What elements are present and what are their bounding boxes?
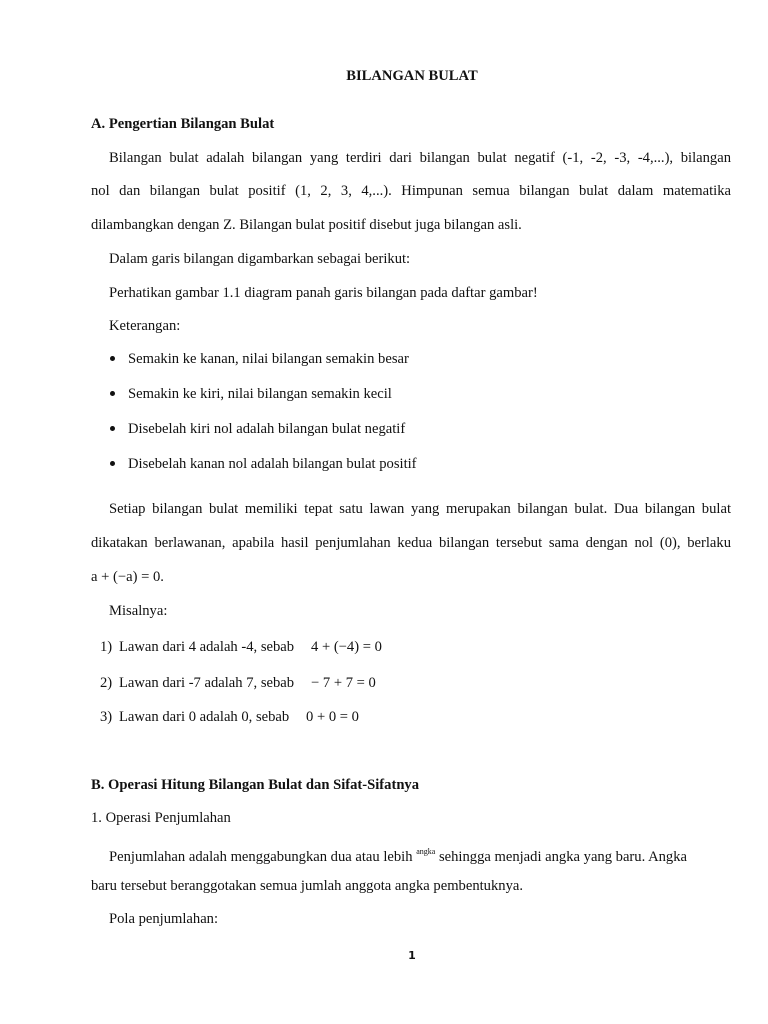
example-text: Lawan dari -7 adalah 7, sebab <box>119 675 295 691</box>
example-math: 4 + (−4) = 0 <box>311 639 382 655</box>
section-b-heading: B. Operasi Hitung Bilangan Bulat dan Sifat-Sifatnya <box>91 777 420 793</box>
example-number: 1) <box>100 639 113 655</box>
bullet-icon <box>110 356 115 361</box>
bullet-item: Disebelah kanan nol adalah bilangan bulat positif <box>128 456 417 472</box>
section-b-para1-line2: baru tersebut beranggotakan semua jumlah anggota angka pembentuknya. <box>91 878 523 894</box>
para1-line2: nol dan bilangan bulat positif (1, 2, 3, 4,...). Himpunan semua bilangan bulat dalam matematika <box>91 183 731 199</box>
bullet-icon <box>110 391 115 396</box>
example-text: Lawan dari 0 adalah 0, sebab <box>119 709 290 725</box>
pola-label: Pola penjumlahan: <box>109 911 219 927</box>
opposite-formula: a + (−a) = 0. <box>91 569 164 585</box>
section-a-heading: A. Pengertian Bilangan Bulat <box>91 116 275 132</box>
example-math: − 7 + 7 = 0 <box>311 675 376 691</box>
bullet-icon <box>110 426 115 431</box>
document-title: BILANGAN BULAT <box>346 68 478 84</box>
superscript-text: angka <box>416 847 436 856</box>
para4-line1: Setiap bilangan bulat memiliki tepat satu lawan yang merupakan bilangan bulat. Dua bilangan bulat <box>109 501 731 517</box>
example-number: 2) <box>100 675 113 691</box>
bullet-icon <box>110 461 115 466</box>
bullet-item: Disebelah kiri nol adalah bilangan bulat negatif <box>128 421 406 437</box>
example-math: 0 + 0 = 0 <box>306 709 359 725</box>
bullet-item: Semakin ke kiri, nilai bilangan semakin kecil <box>128 386 392 402</box>
text-run: Penjumlahan adalah menggabungkan dua atau lebih <box>109 849 413 865</box>
misalnya-label: Misalnya: <box>109 603 168 619</box>
para4-line2: dikatakan berlawanan, apabila hasil penjumlahan kedua bilangan tersebut sama dengan nol (0), berlaku <box>91 535 731 551</box>
section-b-para1-line1 <box>109 843 687 866</box>
page-number: 1 <box>408 949 416 962</box>
para3: Perhatikan gambar 1.1 diagram panah garis bilangan pada daftar gambar! <box>109 285 538 301</box>
para1-line3: dilambangkan dengan Z. Bilangan bulat positif disebut juga bilangan asli. <box>91 217 522 233</box>
subsection-heading: 1. Operasi Penjumlahan <box>91 810 231 826</box>
example-number: 3) <box>100 709 113 725</box>
example-text: Lawan dari 4 adalah -4, sebab <box>119 639 295 655</box>
para1-line1: Bilangan bulat adalah bilangan yang terdiri dari bilangan bulat negatif (-1, -2, -3, -4,...), bilangan <box>109 150 731 166</box>
bullet-item: Semakin ke kanan, nilai bilangan semakin besar <box>128 351 409 367</box>
text-run: sehingga menjadi angka yang baru. Angka <box>438 849 687 865</box>
para2: Dalam garis bilangan digambarkan sebagai berikut: <box>109 251 411 267</box>
keterangan-label: Keterangan: <box>109 318 181 334</box>
